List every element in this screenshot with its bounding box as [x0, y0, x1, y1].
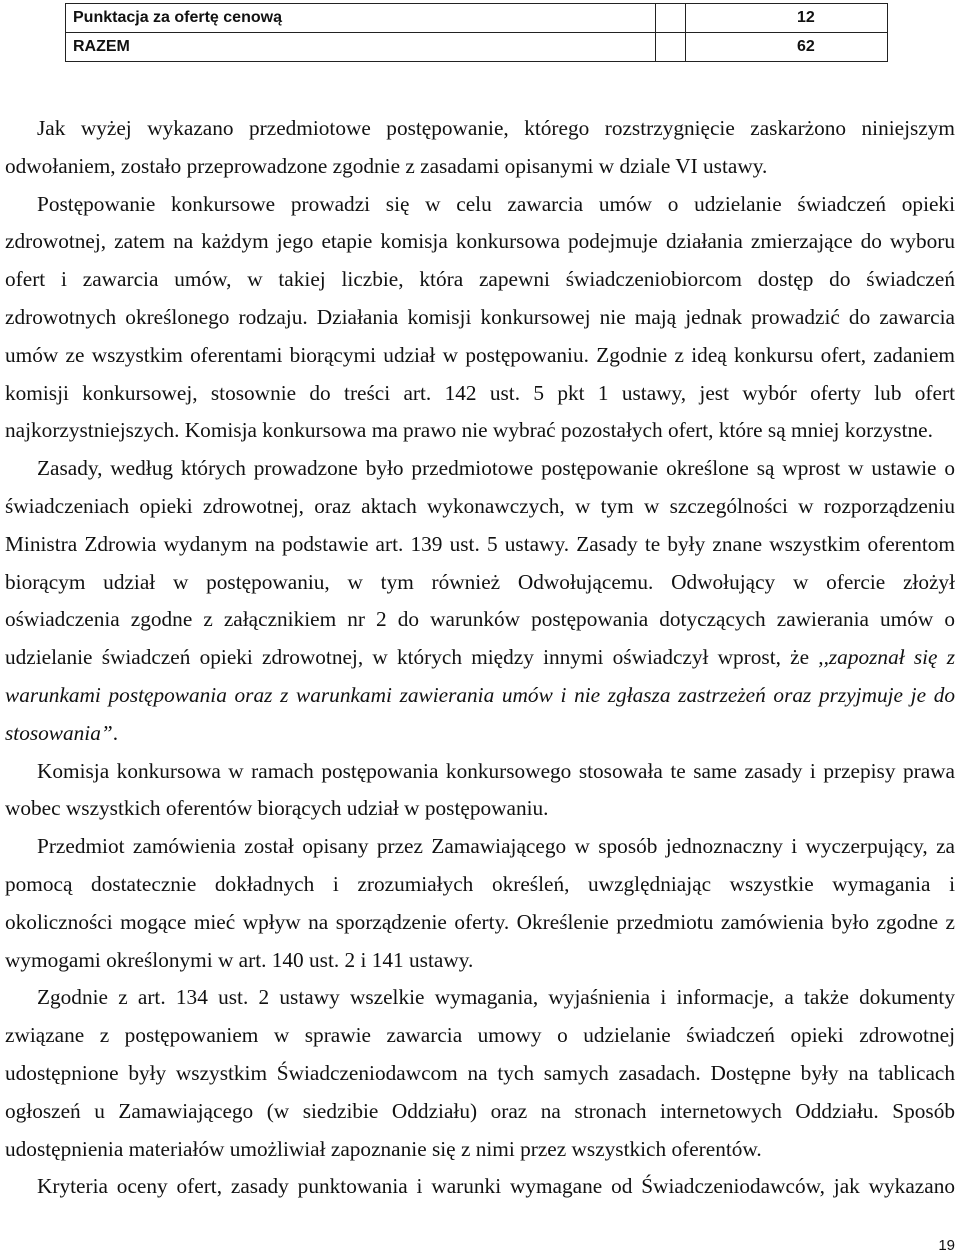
paragraph [5, 753, 955, 829]
paragraph [5, 450, 955, 752]
text-line: pomocą dostatecznie dokładnych i zrozumiałych określeń, uwzględniając wszystkie wymagania i [5, 871, 955, 896]
paragraph [5, 110, 955, 186]
text-line: udostępnione były wszystkim Świadczeniodawcom na tych samych zasadach. Dostępne były na tablicach [5, 1060, 955, 1085]
text-line: udostępnienia materiałów umożliwiał zapoznanie się z nimi przez wszystkich oferentów. [5, 1136, 762, 1161]
text-line: okoliczności mogące mieć wpływ na sporządzenie oferty. Określenie przedmiotu zamówienia było zgodne z [5, 909, 955, 934]
text-line: Postępowanie konkursowe prowadzi się w celu zawarcia umów o udzielanie świadczeń opieki [37, 191, 955, 216]
text-segment: . [112, 720, 119, 745]
paragraph [5, 828, 955, 979]
text-segment: udzielanie świadczeń opieki zdrowotnej, w których między innymi oświadczył wprost, że [5, 645, 819, 670]
row-value: 62 [686, 33, 888, 62]
score-table [65, 3, 888, 62]
table-cell-empty [656, 4, 686, 33]
text-line [5, 715, 955, 753]
text-line: Komisja konkursowa w ramach postępowania konkursowego stosowała te same zasady i przepisy prawa [37, 758, 955, 783]
text-line: wymogami określonymi w art. 140 ust. 2 i 141 ustawy. [5, 947, 474, 972]
text-line: umów ze wszystkim oferentami biorącymi udział w postępowaniu. Zgodnie z ideą konkursu ofert, zadaniem [5, 342, 955, 367]
paragraph [5, 186, 955, 451]
text-line: ofert i zawarcia umów, w takiej liczbie, która zapewni świadczeniobiorcom dostęp do świadczeń [5, 267, 955, 292]
table-cell-empty [656, 33, 686, 62]
text-line: wobec wszystkich oferentów biorących udział w postępowaniu. [5, 796, 549, 821]
text-line [5, 639, 955, 677]
text-line: Ministra Zdrowia wydanym na podstawie art. 139 ust. 5 ustawy. Zasady te były znane wszystkim oferentom [5, 531, 955, 556]
text-line: odwołaniem, zostało przeprowadzone zgodnie z zasadami opisanymi w dziale VI ustawy. [5, 153, 768, 178]
quoted-text: ,,zapoznał się z [818, 645, 955, 670]
quoted-text: warunkami postępowania oraz z warunkami zawierania umów i nie zgłasza zastrzeżeń oraz przyjmuje je do [5, 682, 955, 707]
document-body [5, 110, 955, 1206]
page-number: 19 [938, 1237, 955, 1254]
text-line: Zgodnie z art. 134 ust. 2 ustawy wszelkie wymagania, wyjaśnienia i informacje, a także dokumenty [37, 985, 955, 1010]
table-row [66, 4, 888, 33]
paragraph [5, 979, 955, 1168]
text-line: Kryteria oceny ofert, zasady punktowania i warunki wymagane od Świadczeniodawców, jak wykazano [37, 1174, 955, 1199]
paragraph [5, 1168, 955, 1206]
text-line: Zasady, według których prowadzone było przedmiotowe postępowanie określone są wprost w ustawie o [37, 456, 955, 481]
text-line: oświadczenia zgodne z załącznikiem nr 2 do warunków postępowania dotyczących zawierania umów o [5, 607, 955, 632]
text-line: ogłoszeń u Zamawiającego (w siedzibie Oddziału) oraz na stronach internetowych Oddziału. Sposób [5, 1098, 955, 1123]
text-line: komisji konkursowej, stosownie do treści art. 142 ust. 5 pkt 1 ustawy, jest wybór oferty lub ofert [5, 380, 955, 405]
text-line: Jak wyżej wykazano przedmiotowe postępowanie, którego rozstrzygnięcie zaskarżono niniejszym [37, 116, 955, 140]
text-line: biorącym udział w postępowaniu, w tym również Odwołującemu. Odwołujący w ofercie złożył [5, 569, 955, 594]
quoted-text: stosowania” [5, 720, 113, 745]
row-label: Punktacja za ofertę cenową [66, 4, 656, 33]
table-row [66, 33, 888, 62]
row-value: 12 [686, 4, 888, 33]
text-line [5, 677, 955, 715]
text-line: zdrowotnej, zatem na każdym jego etapie komisja konkursowa podejmuje działania zmierzające do wyboru [5, 229, 955, 254]
text-line: najkorzystniejszych. Komisja konkursowa ma prawo nie wybrać pozostałych ofert, które są mniej korzystne. [5, 418, 933, 443]
text-line: związane z postępowaniem w sprawie zawarcia umowy o udzielanie świadczeń opieki zdrowotnej [5, 1023, 955, 1048]
text-line: zdrowotnych określonego rodzaju. Działania komisji konkursowej nie mają jednak prowadzić do zawarcia [5, 304, 955, 329]
text-line: Przedmiot zamówienia został opisany przez Zamawiającego w sposób jednoznaczny i wyczerpujący, za [37, 834, 955, 859]
row-label: RAZEM [66, 33, 656, 62]
text-line: świadczeniach opieki zdrowotnej, oraz aktach wykonawczych, w tym w szczególności w rozporządzeniu [5, 493, 955, 518]
